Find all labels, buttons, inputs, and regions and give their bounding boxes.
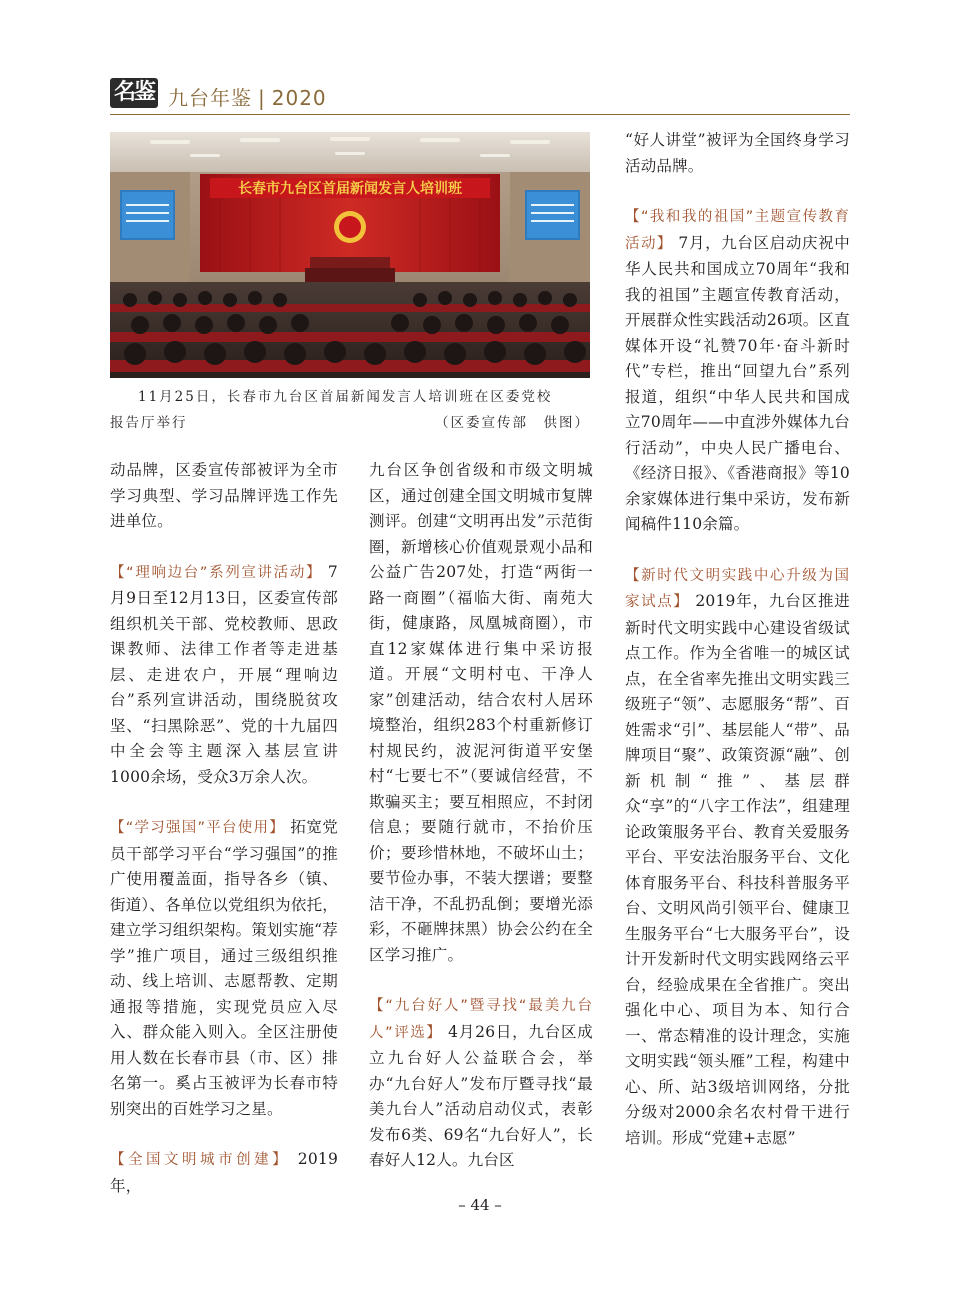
column-middle: [369, 458, 593, 1174]
section-heading: 【全国文明城市创建】: [110, 1152, 291, 1168]
page-number: – 44 –: [458, 1196, 502, 1214]
caption-line-2: [110, 410, 590, 436]
section-body: 7月，九台区启动庆祝中华人民共和国成立70周年“我和我的祖国”主题宣传教育活动，开展群众性实践活动26项。区直媒体开设“礼赞70年·奋斗新时代”专栏，推出“回望九台”系列报道，组织“中华人民共和国成立70周年——中直涉外媒体九台行活动”，中央人民广播电台、《经济日报》、《香港商报》等10余家媒体进行集中采访，发布新闻稿件110余篇。: [625, 233, 850, 533]
paragraph: 九台区争创省级和市级文明城区，通过创建全国文明城市复牌测评。创建“文明再出发”示范街圈，新增核心价值观景观小品和公益广告207处，打造“两街一路一商圈”（福临大街、南苑大街，健康路，凤凰城商圈），市直12家媒体进行集中采访报道。开展“文明村屯、干净人家”创建活动，结合农村人居环境整治，组织283个村重新修订村规民约，波泥河街道平安堡村“七要七不”（要诚信经营，不欺骗买主；要互相照应，不封闭信息；要随行就市，不抬价压价；要珍惜林地，不破坏山土；要节俭办事，不装大摆谱；要整洁干净，不乱扔乱倒；要增光添彩，不砸牌抹黑）协会公约在全区学习推广。: [369, 461, 593, 964]
section-heading: 【“理响边台”系列宣讲活动】: [110, 564, 323, 581]
column-left: [110, 458, 338, 1199]
title-separator: |: [258, 86, 266, 110]
section-wenming-shijian: [625, 563, 850, 1152]
caption-line-1: 11月25日，长春市九台区首届新闻发言人培训班在区委党校: [138, 389, 553, 405]
section-xuexiqiangguo: [110, 815, 338, 1122]
paragraph-gap: [110, 790, 338, 815]
section-jiutai-haoren: [369, 993, 593, 1174]
photo-caption: [110, 384, 590, 436]
header-rule: [110, 114, 850, 115]
section-body: 7月9日至12月13日，区委宣传部组织机关干部、党校教师、思政课教师、法律工作者等走进基层、走进农户，开展“理响边台”系列宣讲活动，围绕脱贫攻坚、“扫黑除恶”、党的十九届四中全会等主题深入基层宣讲1000余场，受众3万余人次。: [110, 562, 338, 786]
section-body: 2019年，: [110, 1150, 339, 1195]
paragraph-gap: [625, 538, 850, 563]
section-wo-he-zuguo: [625, 204, 850, 538]
caption-line-2-left: 报告厅举行: [110, 415, 188, 431]
paragraph-gap: [110, 535, 338, 560]
caption-credit: （区委宣传部 供图）: [435, 415, 590, 431]
section-heading: 【“我和我的祖国”主题宣传教育活动】: [625, 209, 850, 252]
section-body: 拓宽党员干部学习平台“学习强国”的推广使用覆盖面，指导各乡（镇、街道）、各单位以党组织为依托，建立学习组织架构。策划实施“荐学”推广项目，通过三级组织推动、线上培训、志愿帮教、定期通报等措施，实现党员应入尽入、群众能入则入。全区注册使用人数在长春市县（市、区）排名第一。奚占玉被评为长春市特别突出的百姓学习之星。: [110, 818, 338, 1118]
paragraph-gap: [110, 1122, 338, 1147]
column-right: [625, 128, 850, 1151]
book-title: [168, 82, 327, 111]
book-year: 2020: [271, 86, 327, 110]
paragraph: 动品牌，区委宣传部被评为全市学习典型、学习品牌评选工作先进单位。: [110, 461, 338, 530]
paragraph: “好人讲堂”被评为全国终身学习活动品牌。: [625, 131, 850, 175]
section-heading: 【新时代文明实践中心升级为国家试点】: [625, 567, 850, 610]
mingjian-logo: [110, 78, 158, 108]
paragraph-gap: [369, 968, 593, 993]
book-title-text: 九台年鉴: [168, 86, 252, 110]
banner-text: 长春市九台区首届新闻发言人培训班: [238, 181, 462, 197]
section-liangxiang: [110, 560, 338, 791]
section-wenming-chengshi: [110, 1147, 338, 1199]
conference-photo: [110, 132, 590, 378]
section-body: 4月26日，九台区成立九台好人公益联合会，举办“九台好人”发布厅暨寻找“最美九台人”活动启动仪式，表彰发布6类、69名“九台好人”，长春好人12人。九台区: [369, 1022, 593, 1169]
page-header: [110, 76, 850, 116]
paragraph-gap: [625, 179, 850, 204]
section-body: 2019年，九台区推进新时代文明实践中心建设省级试点工作。作为全省唯一的城区试点，在全省率先推出文明实践三级班子“领”、志愿服务“帮”、百姓需求“引”、基层能人“带”、品牌项目“聚”、政策资源“融”、创新机制“推”、基层群众“享”的“八字工作法”，组建理论政策服务平台、教育关爱服务平台、平安法治服务平台、文化体育服务平台、科技科普服务平台、文明风尚引领平台、健康卫生服务平台“七大服务平台”，设计开发新时代文明实践网络云平台，经验成果在全省推广。突出强化中心、项目为本、知行合一、常态精准的设计理念，实施文明实践“领头雁”工程，构建中心、所、站3级培训网络，分批分级对2000余名农村骨干进行培训。形成“党建+志愿”: [625, 592, 850, 1147]
section-heading: 【“九台好人”暨寻找“最美九台人”评选】: [369, 998, 593, 1041]
section-heading: 【“学习强国”平台使用】: [110, 820, 286, 836]
logo-text: 名鉴: [113, 80, 154, 105]
